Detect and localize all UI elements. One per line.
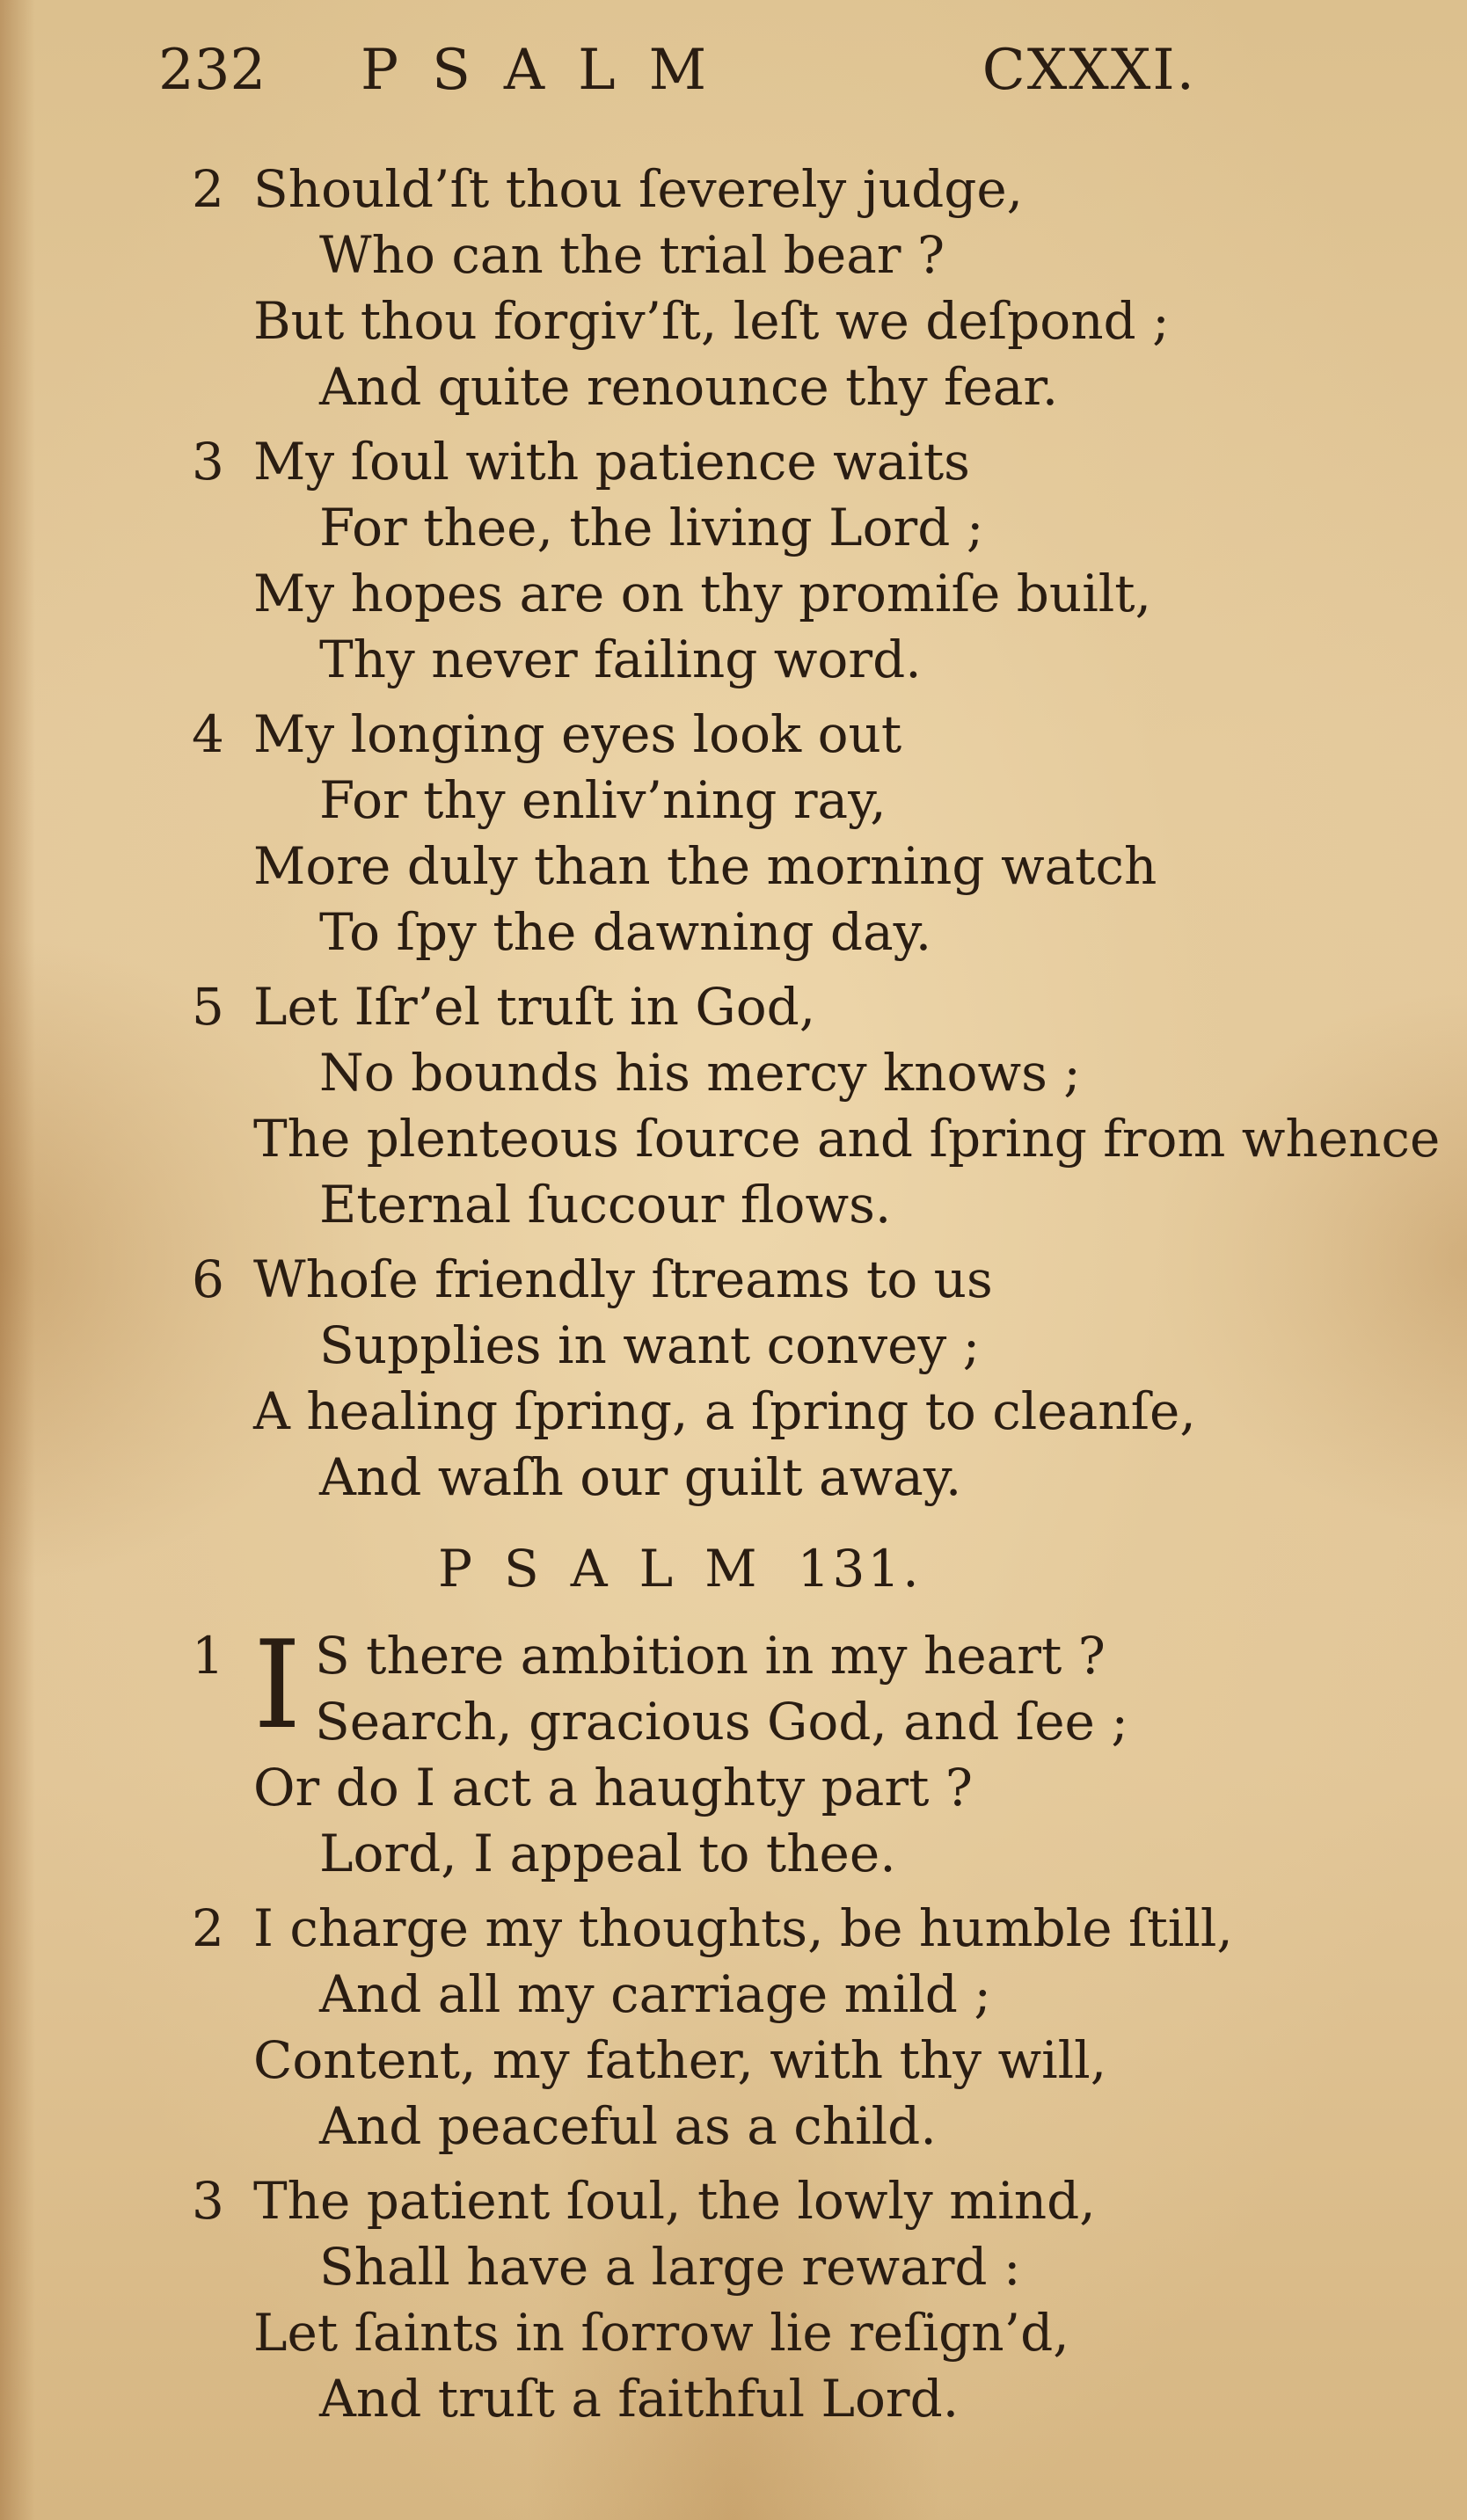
verse-number: 5 xyxy=(192,977,224,1037)
verse-number: 6 xyxy=(192,1249,224,1309)
drop-cap: I xyxy=(253,1614,302,1756)
running-head-title: PSALM xyxy=(361,38,741,103)
verse-line: S there ambition in my heart ? xyxy=(315,1626,1106,1686)
verse-line: Or do I act a haughty part ? xyxy=(253,1758,973,1817)
verse-line: And peaceful as a child. xyxy=(319,2096,937,2156)
verse-line: Search, gracious God, and ſee ; xyxy=(315,1692,1128,1752)
verse-line: And quite renounce thy fear. xyxy=(319,357,1059,417)
verse-line: Shall have a large reward : xyxy=(319,2237,1021,2297)
stanza xyxy=(192,157,1212,420)
verse-line: To ſpy the dawning day. xyxy=(319,902,932,962)
page-edge-shadow xyxy=(0,0,35,2520)
verse-line: Should’ſt thou ſeverely judge, xyxy=(253,159,1024,219)
verse-line: But thou forgiv’ſt, leſt we deſpond ; xyxy=(253,291,1170,351)
verse-line: Supplies in want convey ; xyxy=(319,1315,981,1375)
verse-line: Whoſe friendly ſtreams to us xyxy=(253,1249,993,1309)
stanza-with-drop-cap xyxy=(192,1614,1212,1887)
verse-number: 2 xyxy=(192,159,224,219)
psalm-heading xyxy=(192,1533,1212,1604)
page-number: 232 xyxy=(158,38,266,103)
running-head xyxy=(158,26,1196,114)
verse-line: More duly than the morning watch xyxy=(253,836,1157,896)
verse-line: Let ſaints in ſorrow lie reſign’d, xyxy=(253,2303,1069,2363)
verse-line: The plenteous ſource and ſpring from whence xyxy=(253,1109,1441,1169)
psalm-heading-number: 131. xyxy=(797,1539,922,1599)
verse-number: 3 xyxy=(192,432,224,492)
verse-line: I charge my thoughts, be humble ſtill, xyxy=(253,1898,1233,1958)
verse-line: For thy enliv’ning ray, xyxy=(319,770,887,830)
verse-line: And waſh our guilt away. xyxy=(319,1447,962,1507)
psalm-heading-title: PSALM xyxy=(438,1539,789,1599)
verse-line: My hopes are on thy promiſe built, xyxy=(253,564,1152,623)
verse-line: Eternal ſuccour flows. xyxy=(319,1175,892,1235)
verse-line: My ſoul with patience waits xyxy=(253,432,970,492)
page-content xyxy=(192,157,1441,2432)
verse-line: And all my carriage mild ; xyxy=(319,1964,991,2024)
verse-line: My longing eyes look out xyxy=(253,704,902,764)
verse-line: A healing ſpring, a ſpring to cleanſe, xyxy=(253,1381,1196,1441)
verse-line: Let Iſr’el truſt in God, xyxy=(253,977,816,1037)
verse-line: And truſt a faithful Lord. xyxy=(319,2369,960,2429)
stanza xyxy=(192,974,1441,1238)
verse-line: Thy never failing word. xyxy=(319,630,922,689)
stanza xyxy=(192,1247,1212,1511)
verse-line: Who can the trial bear ? xyxy=(319,225,945,285)
stanza xyxy=(192,702,1212,965)
verse-line: For thee, the living Lord ; xyxy=(319,498,984,557)
verse-number: 3 xyxy=(192,2171,224,2231)
verse-line: Content, my father, with thy will, xyxy=(253,2030,1107,2090)
verse-line: No bounds his mercy knows ; xyxy=(319,1043,1081,1103)
verse-line: Lord, I appeal to thee. xyxy=(319,1824,896,1883)
stanza xyxy=(192,429,1212,693)
running-head-chapter: CXXXI. xyxy=(982,38,1196,103)
verse-number: 2 xyxy=(192,1898,224,1958)
verse-number: 1 xyxy=(192,1626,224,1686)
stanza xyxy=(192,2168,1212,2432)
stanza xyxy=(192,1896,1233,2159)
verse-line: The patient ſoul, the lowly mind, xyxy=(253,2171,1096,2231)
verse-number: 4 xyxy=(192,704,224,764)
